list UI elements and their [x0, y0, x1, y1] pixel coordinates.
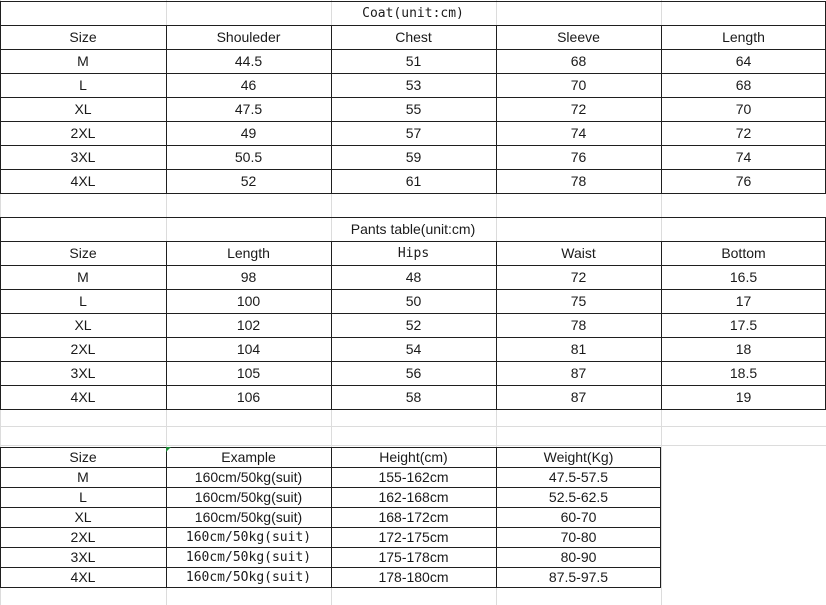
coat-table-cell: 50.5	[234, 149, 263, 165]
coat-table-cell: 70	[570, 77, 587, 93]
pants-table-cell: 75	[570, 293, 587, 309]
grid-line	[0, 426, 826, 427]
pants-table-cell: 105	[236, 365, 261, 381]
coat-table-cell: 55	[405, 101, 422, 117]
coat-table-cell: 51	[405, 53, 422, 69]
pants-table-cell: 102	[236, 317, 261, 333]
pants-column-header: Length	[227, 245, 270, 261]
pants-table-cell: 17.5	[729, 317, 758, 333]
fit-table-cell: 160cm/50kg(suit)	[185, 529, 312, 545]
coat-table-cell: 3XL	[70, 149, 96, 165]
coat-table-cell: L	[79, 77, 87, 93]
fit-column-header: Size	[69, 449, 97, 465]
fit-table-cell: 160cm/50kg(suit)	[194, 469, 303, 485]
fit-table-cell: 160cm/5Okg(suit)	[185, 569, 312, 585]
fit-table-cell: 3XL	[70, 549, 96, 565]
coat-table-cell: 74	[570, 125, 587, 141]
pants-table-cell: 4XL	[70, 389, 96, 405]
pants-table-cell: 87	[570, 389, 587, 405]
fit-table-cell: 47.5-57.5	[548, 469, 609, 485]
coat-table-title: Coat(unit:cm)	[362, 5, 464, 21]
coat-table-cell: 64	[735, 53, 752, 69]
coat-column-header: Length	[722, 29, 765, 45]
pants-table-cell: 18.5	[729, 365, 758, 381]
pants-table-cell: 87	[570, 365, 587, 381]
coat-table-cell: 72	[735, 125, 752, 141]
fit-table-cell: 178-180cm	[378, 569, 449, 585]
fit-table-cell: 160cm/50kg(suit)	[185, 549, 312, 565]
fit-table-cell: 4XL	[70, 569, 96, 585]
coat-column-header: Chest	[395, 29, 432, 45]
pants-table-cell: 100	[236, 293, 261, 309]
coat-table-cell: 72	[570, 101, 587, 117]
table-border	[0, 193, 826, 194]
grid-line	[0, 445, 826, 446]
pants-table-cell: 17	[735, 293, 752, 309]
coat-table-cell: 53	[405, 77, 422, 93]
coat-table-cell: 74	[735, 149, 752, 165]
coat-table-cell: 2XL	[70, 125, 96, 141]
coat-table-cell: 4XL	[70, 173, 96, 189]
pants-table-cell: 48	[405, 269, 422, 285]
pants-table-cell: 56	[405, 365, 422, 381]
coat-table-cell: 44.5	[234, 53, 263, 69]
coat-table-cell: XL	[74, 101, 92, 117]
pants-table-cell: 54	[405, 341, 422, 357]
fit-table-cell: 87.5-97.5	[548, 569, 609, 585]
fit-table-cell: 168-172cm	[378, 509, 449, 525]
pants-table-cell: 81	[570, 341, 587, 357]
coat-table-cell: 59	[405, 149, 422, 165]
coat-table-cell: 52	[240, 173, 257, 189]
coat-table-cell: 49	[240, 125, 257, 141]
coat-column-header: Size	[69, 29, 97, 45]
coat-column-header: Shouleder	[216, 29, 281, 45]
pants-column-header: Hips	[397, 245, 430, 261]
pants-column-header: Bottom	[721, 245, 766, 261]
coat-table-cell: 68	[570, 53, 587, 69]
fit-table-cell: 70-80	[560, 529, 597, 545]
fit-table-cell: 60-70	[560, 509, 597, 525]
coat-table-cell: 78	[570, 173, 587, 189]
coat-table-cell: 46	[240, 77, 257, 93]
coat-table-cell: 76	[570, 149, 587, 165]
pants-table-cell: M	[77, 269, 89, 285]
coat-table-cell: 70	[735, 101, 752, 117]
fit-table-cell: 160cm/50kg(suit)	[194, 509, 303, 525]
fit-table-cell: 175-178cm	[378, 549, 449, 565]
coat-table-cell: 68	[735, 77, 752, 93]
fit-column-header: Example	[221, 449, 276, 465]
fit-table-cell: M	[77, 469, 89, 485]
fit-column-header: Height(cm)	[379, 449, 448, 465]
pants-table-cell: 106	[236, 389, 261, 405]
cell-comment-marker	[166, 447, 171, 452]
coat-column-header: Sleeve	[557, 29, 600, 45]
fit-table-cell: 162-168cm	[378, 489, 449, 505]
coat-table-cell: 47.5	[234, 101, 263, 117]
pants-table-cell: XL	[74, 317, 92, 333]
pants-table-cell: 104	[236, 341, 261, 357]
pants-column-header: Waist	[561, 245, 596, 261]
table-border	[0, 409, 826, 410]
coat-table-cell: M	[77, 53, 89, 69]
pants-table-cell: 52	[405, 317, 422, 333]
fit-table-cell: 172-175cm	[378, 529, 449, 545]
pants-table-title: Pants table(unit:cm)	[350, 221, 476, 237]
pants-table-cell: 2XL	[70, 341, 96, 357]
pants-table-cell: 78	[570, 317, 587, 333]
fit-table-cell: 52.5-62.5	[548, 489, 609, 505]
pants-table-cell: 58	[405, 389, 422, 405]
pants-column-header: Size	[69, 245, 97, 261]
pants-table-cell: 72	[570, 269, 587, 285]
coat-table-cell: 57	[405, 125, 422, 141]
fit-table-cell: 80-90	[560, 549, 597, 565]
fit-column-header: Weight(Kg)	[543, 449, 614, 465]
pants-table-cell: 16.5	[729, 269, 758, 285]
fit-table-cell: XL	[74, 509, 92, 525]
pants-table-cell: L	[79, 293, 87, 309]
fit-table-cell: 160cm/50kg(suit)	[194, 489, 303, 505]
fit-table-cell: 155-162cm	[378, 469, 449, 485]
pants-table-cell: 3XL	[70, 365, 96, 381]
pants-table-cell: 50	[405, 293, 422, 309]
pants-table-cell: 19	[735, 389, 752, 405]
coat-table-cell: 61	[405, 173, 422, 189]
fit-table-cell: L	[79, 489, 87, 505]
coat-table-cell: 76	[735, 173, 752, 189]
pants-table-cell: 18	[735, 341, 752, 357]
fit-table-cell: 2XL	[70, 529, 96, 545]
pants-table-cell: 98	[240, 269, 257, 285]
